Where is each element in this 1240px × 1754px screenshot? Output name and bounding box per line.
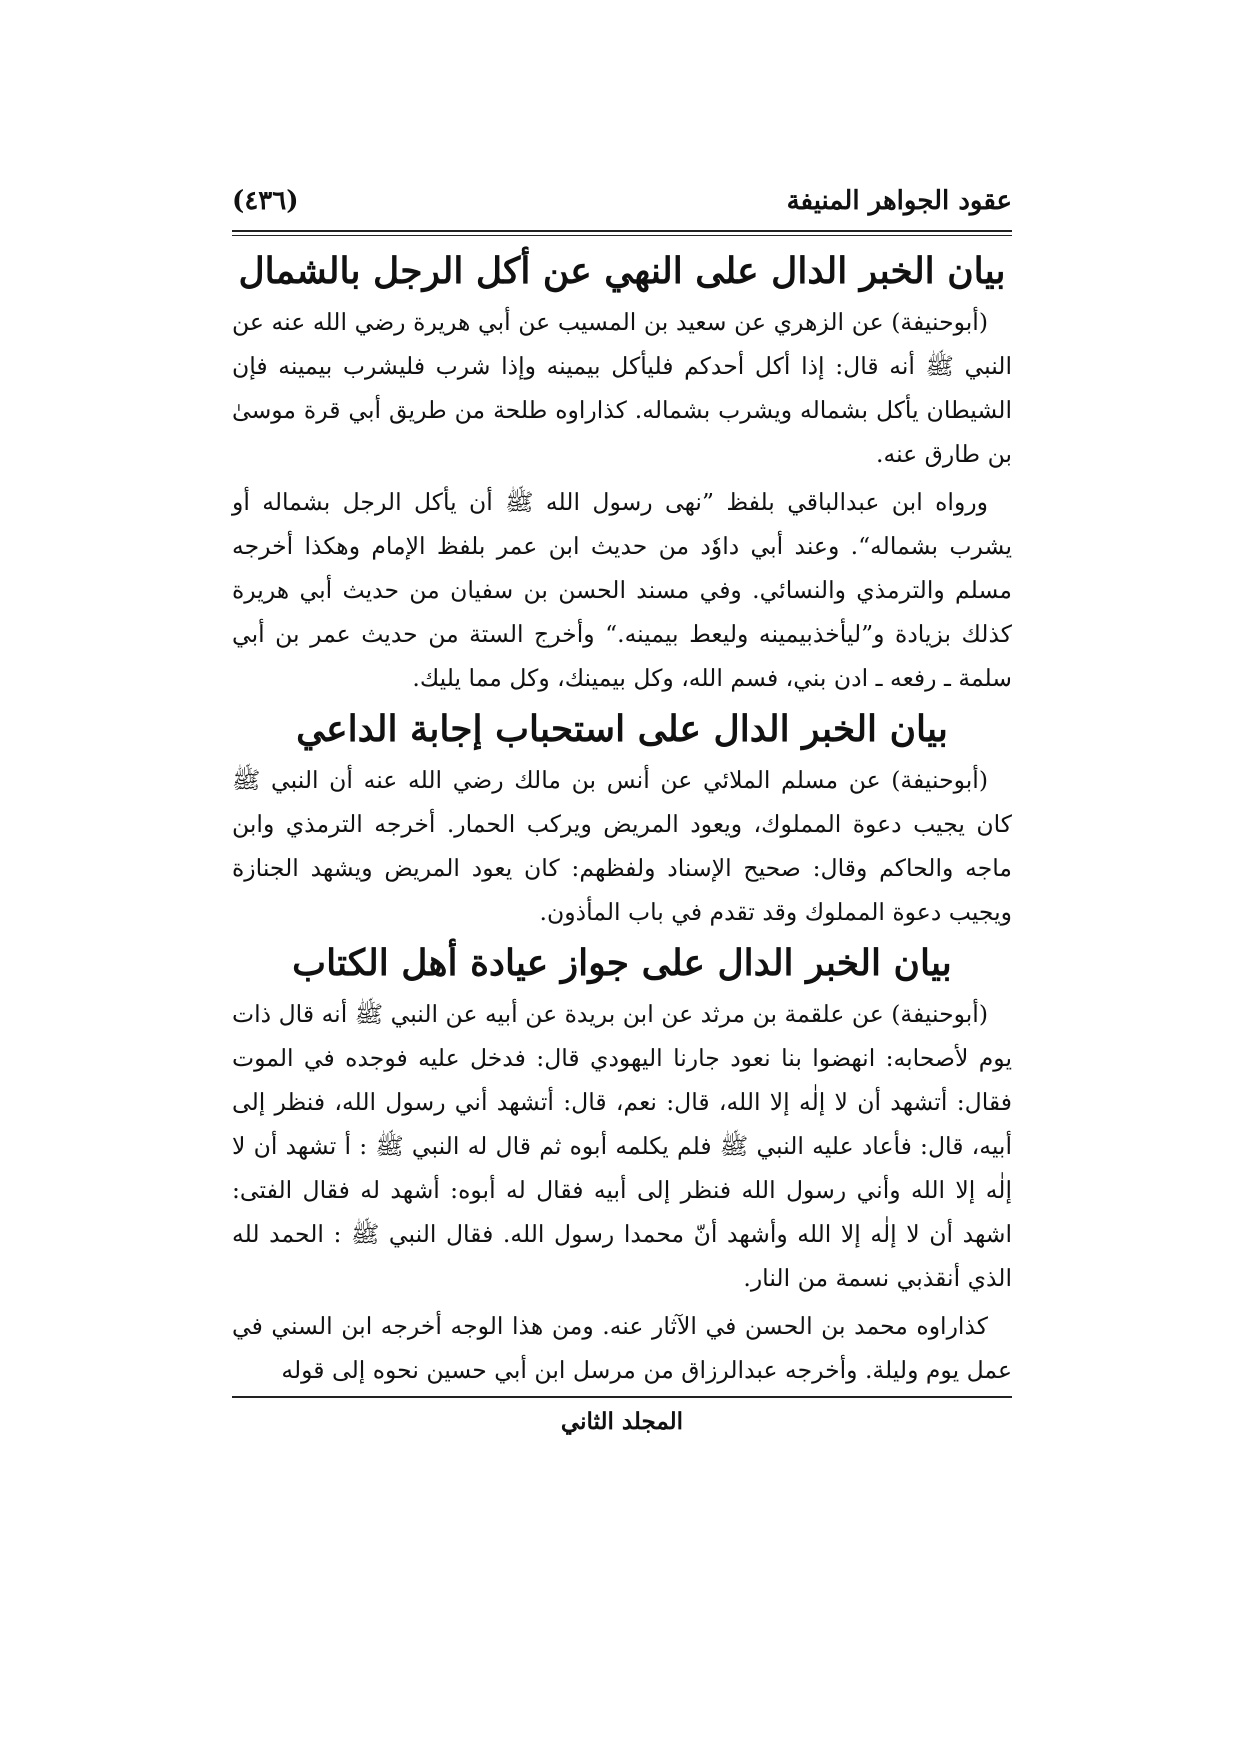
paragraph: ورواه ابن عبدالباقي بلفظ ”نهى رسول الله ﷺ أن يأكل الرجل بشماله أو يشرب بشماله“. وعند أبي داوٗد من حديث ابن عمر بلفظ الإمام وهكذا أخرجه مسلم والترمذي والنسائي. وفي مسند الحسن بن سفيان من حديث أبي هريرة كذلك بزيادة و”ليأخذبيمينه وليعط بيمينه.“ وأخرج الستة من حديث عمر بن أبي سلمة ـ رفعه ـ ادن بني، فسم الله، وكل بيمينك، وكل مما يليك. <box>232 488 1012 692</box>
section-heading-visiting-people-of-book: بيان الخبر الدال على جواز عيادة أهل الكتاب <box>292 942 952 984</box>
paragraph: (أبوحنيفة) عن علقمة بن مرثد عن ابن بريدة عن أبيه عن النبي ﷺ أنه قال ذات يوم لأصحابه: انهضوا بنا نعود جارنا اليهودي قال: فدخل عليه فوجده في الموت فقال: أتشهد أن لا إلٰه إلا الله، قال: نعم، قال: أتشهد أني رسول الله، فنظر إلى أبيه، قال: فأعاد عليه النبي ﷺ فلم يكلمه أبوه ثم قال له النبي ﷺ : أ تشهد أن لا إلٰه إلا الله وأني رسول الله فنظر إلى أبيه فقال له أبوه: أشهد له فقال الفتى: اشهد أن لا إلٰه إلا الله وأشهد أنّ محمدا رسول الله. فقال النبي ﷺ : الحمد لله الذي أنقذبي نسمة من النار. <box>232 1000 1012 1292</box>
book-title: عقود الجواهر المنيفة <box>786 186 1012 216</box>
document-page <box>232 180 1012 1600</box>
header-divider <box>232 230 1012 236</box>
paragraph: (أبوحنيفة) عن مسلم الملائي عن أنس بن مالك رضي الله عنه أن النبي ﷺ كان يجيب دعوة المملوك، ويعود المريض ويركب الحمار. أخرجه الترمذي وابن ماجه والحاكم وقال: صحيح الإسناد ولفظهم: كان يعود المريض ويشهد الجنازة ويجيب دعوة المملوك وقد تقدم في باب المأذون. <box>232 766 1012 926</box>
paragraph: كذاراوه محمد بن الحسن في الآثار عنه. ومن هذا الوجه أخرجه ابن السني في عمل يوم وليلة. وأخرجه عبدالرزاق من مرسل ابن أبي حسين نحوه إلى قوله <box>232 1312 1012 1384</box>
paragraph: (أبوحنيفة) عن الزهري عن سعيد بن المسيب عن أبي هريرة رضي الله عنه عن النبي ﷺ أنه قال: إذا أكل أحدكم فليأكل بيمينه وإذا شرب فليشرب بيمينه فإن الشيطان يأكل بشماله ويشرب بشماله. كذاراوه طلحة من طريق أبي قرة موسىٰ بن طارق عنه. <box>232 308 1012 468</box>
section-heading-answering-invitation: بيان الخبر الدال على استحباب إجابة الداعي <box>296 708 948 750</box>
section-heading-eating-left-hand: بيان الخبر الدال على النهي عن أكل الرجل بالشمال <box>238 250 1006 292</box>
volume-label: المجلد الثاني <box>560 1408 684 1435</box>
running-header <box>232 180 1012 230</box>
page-number: (٤٣٦) <box>232 186 299 216</box>
footer-divider <box>232 1396 1012 1398</box>
